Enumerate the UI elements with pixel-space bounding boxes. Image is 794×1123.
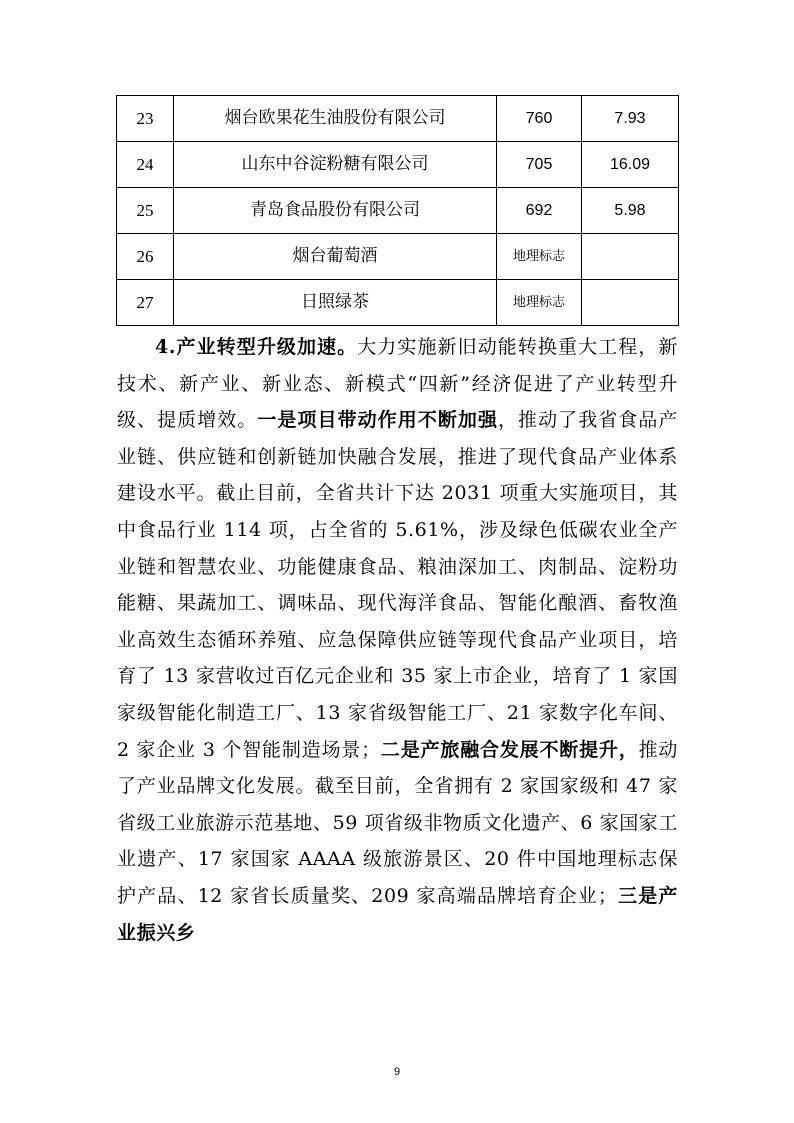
row-number: 26 xyxy=(117,234,174,280)
growth-cell xyxy=(582,234,679,280)
row-number: 27 xyxy=(117,280,174,326)
enterprise-name: 日照绿茶 xyxy=(174,280,497,326)
highlight-point-three: 三是产业振兴乡 xyxy=(117,884,678,944)
page-number: 9 xyxy=(393,1066,401,1078)
highlight-point-one: 一是项目带动作用不断加强 xyxy=(257,409,498,432)
table-row xyxy=(117,142,679,188)
enterprise-table-container xyxy=(116,95,676,326)
body-paragraph xyxy=(117,329,678,951)
enterprise-table xyxy=(116,95,679,326)
table-row xyxy=(117,280,679,326)
paragraph-text: 推动了产业品牌文化发展。截至目前，全省拥有 2 家国家级和 47 家省级工业旅游示范基地、59 项省级非物质文化遗产、6 家国家工业遗产、17 家国家 AAAA 级旅游景区、20 件中国地理标志保护产品、12 家省长质量奖、209 家高端品牌培育企业； xyxy=(117,738,678,907)
highlight-point-two: 二是产旅融合发展不断提升， xyxy=(380,738,639,761)
enterprise-name: 烟台葡萄酒 xyxy=(174,234,497,280)
row-number: 25 xyxy=(117,188,174,234)
section-heading: 4.产业转型升级加速。 xyxy=(155,336,358,358)
row-number: 24 xyxy=(117,142,174,188)
table-row xyxy=(117,234,679,280)
enterprise-name: 烟台欧果花生油股份有限公司 xyxy=(174,96,497,142)
row-number: 23 xyxy=(117,96,174,142)
table-row xyxy=(117,96,679,142)
value-cell: 地理标志 xyxy=(497,280,582,326)
growth-cell: 7.93 xyxy=(582,96,679,142)
value-cell: 地理标志 xyxy=(497,234,582,280)
enterprise-name: 青岛食品股份有限公司 xyxy=(174,188,497,234)
paragraph-text: ，推动了我省食品产业链、供应链和创新链加快融合发展，推进了现代食品产业体系建设水平。截止目前，全省共计下达 2031 项重大实施项目，其中食品行业 114 项，占全省的 5.61%，涉及绿色低碳农业全产业链和智慧农业、功能健康食品、粮油深加工、肉制品、淀粉功能糖、果蔬加工、调味品、现代海洋食品、智能化酿酒、畜牧渔业高效生态循环养殖、应急保障供应链等现代食品产业项目，培育了 13 家营收过百亿元企业和 35 家上市企业，培育了 1 家国家级智能化制造工厂、13 家省级智能工厂、21 家数字化车间、2 家企业 3 个智能制造场景； xyxy=(117,409,679,761)
growth-cell xyxy=(582,280,679,326)
growth-cell: 16.09 xyxy=(582,142,679,188)
value-cell: 760 xyxy=(497,96,582,142)
value-cell: 692 xyxy=(497,188,582,234)
table-row xyxy=(117,188,679,234)
growth-cell: 5.98 xyxy=(582,188,679,234)
enterprise-name: 山东中谷淀粉糖有限公司 xyxy=(174,142,497,188)
value-cell: 705 xyxy=(497,142,582,188)
paragraph-text: 大力实施新旧动能转换重大工程，新技术、新产业、新业态、新模式“四新”经济促进了产业转型升级、提质增效。 xyxy=(117,336,678,432)
